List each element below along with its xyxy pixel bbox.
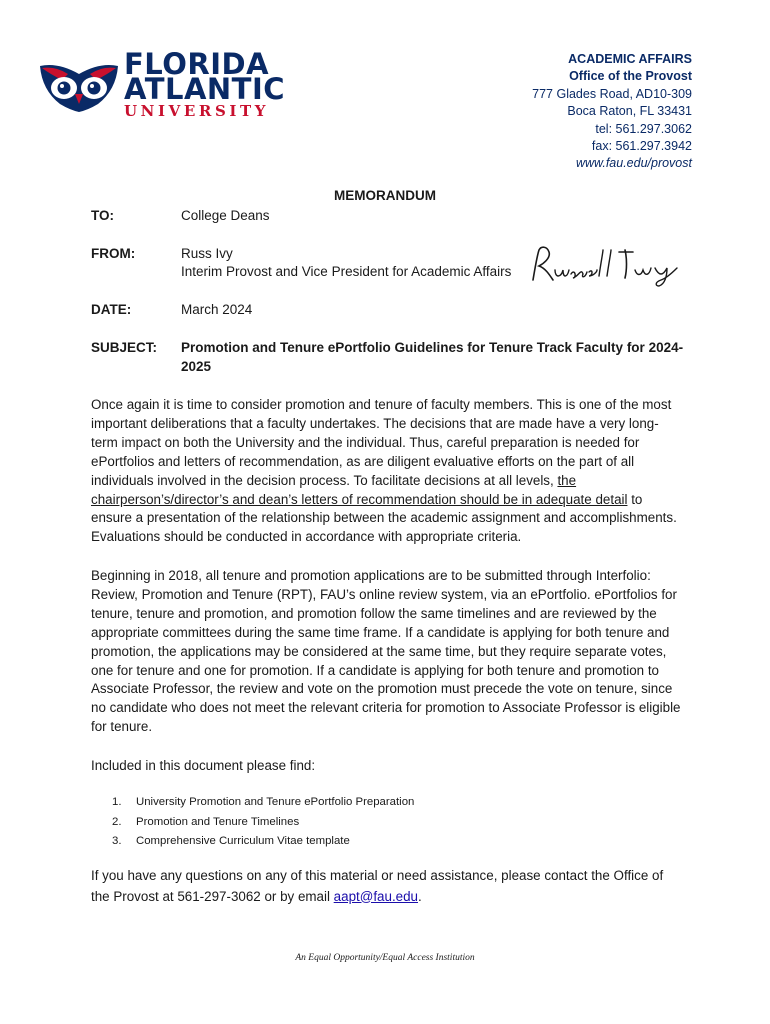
address-dept: ACADEMIC AFFAIRS bbox=[568, 52, 692, 66]
list-number: 3. bbox=[112, 835, 122, 848]
paragraph-1-underlined: the chairperson’s/director’s and dean’s letters of recommendation should be in adequate detail bbox=[91, 472, 628, 507]
list-text: University Promotion and Tenure ePortfolio Preparation bbox=[136, 796, 415, 808]
letterhead-address bbox=[532, 51, 692, 173]
paragraph-1-text-b: to ensure a presentation of the relationship between the academic assignment and accomplishments. Evaluations should be conducted in accordance with appropriate criteria. bbox=[91, 491, 677, 545]
paragraph-4-text-b: . bbox=[418, 888, 422, 904]
owl-logo-icon bbox=[38, 60, 120, 112]
body-paragraph-4 bbox=[91, 866, 681, 907]
subject-line-1: Promotion and Tenure ePortfolio Guidelines for Tenure Track Faculty for 2024- bbox=[181, 340, 684, 355]
list-text: Comprehensive Curriculum Vitae template bbox=[136, 835, 350, 848]
from-label: FROM: bbox=[91, 246, 136, 261]
address-fax: fax: 561.297.3942 bbox=[591, 139, 692, 154]
logo-text-florida: FLORIDA bbox=[124, 47, 270, 81]
body-paragraph-3: Included in this document please find: bbox=[91, 758, 316, 773]
logo-text-university: UNIVERSITY bbox=[124, 102, 270, 120]
signature-image bbox=[527, 242, 682, 287]
fau-logo bbox=[38, 48, 288, 122]
list-number: 2. bbox=[112, 815, 122, 828]
list-item bbox=[112, 793, 414, 813]
list-item bbox=[112, 813, 414, 833]
paragraph-1-text-a: Once again it is time to consider promotion and tenure of faculty members. This is one of the most important deliberations that a faculty undertakes. The decisions that are made have a very long-term impact on both the University and the individual. Thus, careful preparation is needed for ePortfolios and letters of recommendation, as are diligent evaluative efforts on the part of all individuals involved in the decision process. To facilitate decisions at all levels, bbox=[91, 397, 672, 488]
address-street: 777 Glades Road, AD10-309 bbox=[532, 86, 692, 101]
to-label: TO: bbox=[91, 208, 114, 223]
body-paragraph-1 bbox=[91, 396, 681, 547]
memo-title: MEMORANDUM bbox=[334, 188, 436, 203]
footer-statement: An Equal Opportunity/Equal Access Institution bbox=[295, 953, 475, 963]
subject-label: SUBJECT: bbox=[91, 340, 158, 355]
list-number: 1. bbox=[112, 796, 122, 808]
list-item bbox=[112, 832, 414, 852]
address-city: Boca Raton, FL 33431 bbox=[567, 104, 692, 119]
included-documents-list bbox=[112, 793, 414, 852]
address-tel: tel: 561.297.3062 bbox=[595, 121, 692, 136]
address-office: Office of the Provost bbox=[569, 69, 692, 84]
list-text: Promotion and Tenure Timelines bbox=[136, 815, 300, 828]
to-value: College Deans bbox=[181, 208, 270, 223]
subject-line-2: 2025 bbox=[181, 359, 212, 374]
from-name: Russ Ivy bbox=[181, 246, 233, 261]
paragraph-4-text-a: If you have any questions on any of this material or need assistance, please contact the Office of the Provost at 561-297-3062 or by email bbox=[91, 868, 664, 904]
from-title: Interim Provost and Vice President for Academic Affairs bbox=[181, 264, 512, 279]
logo-text-atlantic: ATLANTIC bbox=[124, 72, 286, 106]
body-paragraph-2: Beginning in 2018, all tenure and promotion applications are to be submitted through Interfolio: Review, Promotion and Tenure (RPT), FAU’s online review system, via an ePortfolio. ePortfolios for tenure, tenure and promotion, and promotion follow the same timelines and are reviewed by the appropriate committees during the same time frame. If a candidate is applying for both tenure and promotion, the applications may be considered at the same time, but they require separate votes, one for tenure and one for promotion. If a candidate is applying for both tenure and promotion to Associate Professor, the review and vote on the promotion must precede the vote on tenure, since no candidate who does not meet the relevant criteria for promotion to Associate Professor is eligible for tenure. bbox=[91, 568, 681, 735]
address-web: www.fau.edu/provost bbox=[575, 156, 692, 171]
date-value: March 2024 bbox=[181, 302, 253, 317]
email-link[interactable]: aapt@fau.edu bbox=[333, 888, 419, 904]
date-label: DATE: bbox=[91, 302, 132, 317]
